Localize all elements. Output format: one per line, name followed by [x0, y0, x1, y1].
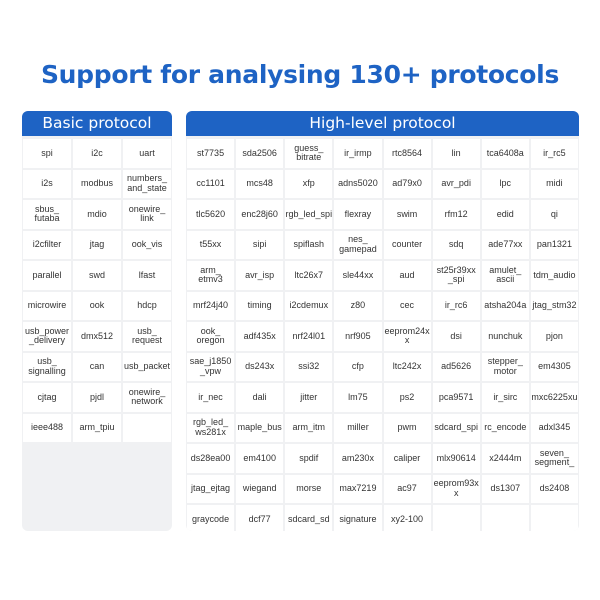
protocol-cell: rgb_led_ ws281x — [187, 414, 234, 443]
protocol-cell: enc28j60 — [236, 200, 283, 229]
protocol-cell: parallel — [23, 261, 71, 290]
protocol-cell: sae_j1850 _vpw — [187, 353, 234, 382]
protocol-cell: modbus — [73, 170, 121, 199]
protocol-cell: can — [73, 353, 121, 382]
protocol-cell: ltc26x7 — [285, 261, 332, 290]
protocol-cell: ds28ea00 — [187, 444, 234, 473]
protocol-cell: midi — [531, 170, 578, 199]
protocol-cell: onewire_ link — [123, 200, 171, 229]
high-level-protocol-header: High-level protocol — [186, 111, 579, 136]
protocol-cell: em4100 — [236, 444, 283, 473]
protocol-cell: mlx90614 — [433, 444, 480, 473]
protocol-cell: miller — [334, 414, 381, 443]
protocol-cell: pan1321 — [531, 231, 578, 260]
protocol-cell: max7219 — [334, 475, 381, 504]
high-level-protocol-grid — [186, 136, 579, 531]
protocol-cell: sdcard_spi — [433, 414, 480, 443]
protocol-cell: wiegand — [236, 475, 283, 504]
protocol-cell: pwm — [384, 414, 431, 443]
protocol-cell: eeprom24xx — [384, 322, 431, 351]
protocol-cell: mrf24j40 — [187, 292, 234, 321]
protocol-cell: usb_ request — [123, 322, 171, 351]
protocol-cell: eeprom93xx — [433, 475, 480, 504]
protocol-cell: i2cdemux — [285, 292, 332, 321]
protocol-cell: rtc8564 — [384, 139, 431, 168]
protocol-cell: adns5020 — [334, 170, 381, 199]
protocol-cell: caliper — [384, 444, 431, 473]
protocol-cell: jtag_ejtag — [187, 475, 234, 504]
protocol-cell: seven_ segment_ — [531, 444, 578, 473]
protocol-cell: onewire_ network — [123, 383, 171, 412]
protocol-cell: swd — [73, 261, 121, 290]
protocol-cell: nunchuk — [482, 322, 529, 351]
protocol-cell — [123, 414, 171, 443]
protocol-cell: cc1101 — [187, 170, 234, 199]
basic-protocol-header: Basic protocol — [22, 111, 172, 136]
protocol-cell: avr_isp — [236, 261, 283, 290]
protocol-cell: st25r39xx _spi — [433, 261, 480, 290]
protocol-cell: ade77xx — [482, 231, 529, 260]
protocol-cell: am230x — [334, 444, 381, 473]
protocol-cell: ir_nec — [187, 383, 234, 412]
protocol-cell: sipi — [236, 231, 283, 260]
protocol-cell: tlc5620 — [187, 200, 234, 229]
protocol-cell: spiflash — [285, 231, 332, 260]
protocol-cell: ps2 — [384, 383, 431, 412]
protocol-cell — [482, 505, 529, 531]
protocol-cell: swim — [384, 200, 431, 229]
protocol-cell: edid — [482, 200, 529, 229]
protocol-cell: ir_sirc — [482, 383, 529, 412]
basic-protocol-grid — [22, 136, 172, 442]
protocol-cell: rgb_led_spi — [285, 200, 332, 229]
protocol-cell: i2c — [73, 139, 121, 168]
protocol-cell: sdcard_sd — [285, 505, 332, 531]
protocol-cell: ds2408 — [531, 475, 578, 504]
protocol-cell: dmx512 — [73, 322, 121, 351]
protocol-cell: tdm_audio — [531, 261, 578, 290]
protocol-cell: lin — [433, 139, 480, 168]
protocol-cell: ltc242x — [384, 353, 431, 382]
protocol-cell: nes_ gamepad — [334, 231, 381, 260]
protocol-cell: numbers_ and_state — [123, 170, 171, 199]
protocol-cell: tca6408a — [482, 139, 529, 168]
protocol-cell: x2444m — [482, 444, 529, 473]
protocol-cell: morse — [285, 475, 332, 504]
protocol-cell: jtag — [73, 231, 121, 260]
protocol-cell: ieee488 — [23, 414, 71, 443]
protocol-cell: ssi32 — [285, 353, 332, 382]
protocol-cell: ac97 — [384, 475, 431, 504]
protocol-cell: jtag_stm32 — [531, 292, 578, 321]
protocol-cell: ad79x0 — [384, 170, 431, 199]
protocol-cell: arm_itm — [285, 414, 332, 443]
protocol-cell: spdif — [285, 444, 332, 473]
protocol-cell: cec — [384, 292, 431, 321]
protocol-cell: atsha204a — [482, 292, 529, 321]
protocol-cell: i2s — [23, 170, 71, 199]
protocol-cell: z80 — [334, 292, 381, 321]
protocol-cell: mdio — [73, 200, 121, 229]
protocol-cell: xy2-100 — [384, 505, 431, 531]
protocol-cell: nrf24l01 — [285, 322, 332, 351]
protocol-cell: adxl345 — [531, 414, 578, 443]
protocol-cell: maple_bus — [236, 414, 283, 443]
protocol-cell: dsi — [433, 322, 480, 351]
protocol-cell: st7735 — [187, 139, 234, 168]
protocol-cell: pjon — [531, 322, 578, 351]
page-title: Support for analysing 130+ protocols — [40, 60, 560, 89]
protocol-cell: rc_encode — [482, 414, 529, 443]
high-level-protocol-panel — [186, 111, 579, 531]
protocol-cell: sdq — [433, 231, 480, 260]
protocol-cell: qi — [531, 200, 578, 229]
protocol-cell: lpc — [482, 170, 529, 199]
protocol-cell: ook_vis — [123, 231, 171, 260]
protocol-cell: ir_rc6 — [433, 292, 480, 321]
protocol-cell: adf435x — [236, 322, 283, 351]
protocol-cell: flexray — [334, 200, 381, 229]
protocol-cell: hdcp — [123, 292, 171, 321]
protocol-cell: timing — [236, 292, 283, 321]
protocol-cell: dcf77 — [236, 505, 283, 531]
basic-protocol-panel — [22, 111, 172, 531]
protocol-cell: avr_pdi — [433, 170, 480, 199]
protocol-cell: ir_irmp — [334, 139, 381, 168]
protocol-cell: usb_packet — [123, 353, 171, 382]
protocol-cell: spi — [23, 139, 71, 168]
protocol-cell: cfp — [334, 353, 381, 382]
protocol-cell: guess_ bitrate — [285, 139, 332, 168]
protocol-cell: sbus_ futaba — [23, 200, 71, 229]
protocol-cell: t55xx — [187, 231, 234, 260]
protocol-cell: em4305 — [531, 353, 578, 382]
protocol-cell: arm_ etmv3 — [187, 261, 234, 290]
protocol-cell: ook_ oregon — [187, 322, 234, 351]
protocol-cell: uart — [123, 139, 171, 168]
protocol-cell: sle44xx — [334, 261, 381, 290]
protocol-cell: rfm12 — [433, 200, 480, 229]
protocol-cell: ds243x — [236, 353, 283, 382]
protocol-cell — [433, 505, 480, 531]
protocol-cell: sda2506 — [236, 139, 283, 168]
protocol-cell: dali — [236, 383, 283, 412]
protocol-cell: usb_ signalling — [23, 353, 71, 382]
protocol-cell: microwire — [23, 292, 71, 321]
protocol-cell: nrf905 — [334, 322, 381, 351]
protocol-cell: mcs48 — [236, 170, 283, 199]
protocol-cell: jitter — [285, 383, 332, 412]
protocol-cell: ad5626 — [433, 353, 480, 382]
protocol-cell: ds1307 — [482, 475, 529, 504]
protocol-cell: aud — [384, 261, 431, 290]
protocol-cell: arm_tpiu — [73, 414, 121, 443]
protocol-cell: mxc6225xu — [531, 383, 578, 412]
protocol-cell: usb_power _delivery — [23, 322, 71, 351]
protocol-cell: graycode — [187, 505, 234, 531]
protocol-cell: ir_rc5 — [531, 139, 578, 168]
protocol-cell: lm75 — [334, 383, 381, 412]
protocol-cell: i2cfilter — [23, 231, 71, 260]
protocol-cell: xfp — [285, 170, 332, 199]
protocol-cell: ook — [73, 292, 121, 321]
protocol-cell: counter — [384, 231, 431, 260]
protocol-cell — [531, 505, 578, 531]
protocol-cell: lfast — [123, 261, 171, 290]
protocol-cell: pca9571 — [433, 383, 480, 412]
protocol-cell: amulet_ ascii — [482, 261, 529, 290]
protocol-cell: cjtag — [23, 383, 71, 412]
protocol-cell: signature — [334, 505, 381, 531]
protocol-cell: stepper_ motor — [482, 353, 529, 382]
protocol-cell: pjdl — [73, 383, 121, 412]
